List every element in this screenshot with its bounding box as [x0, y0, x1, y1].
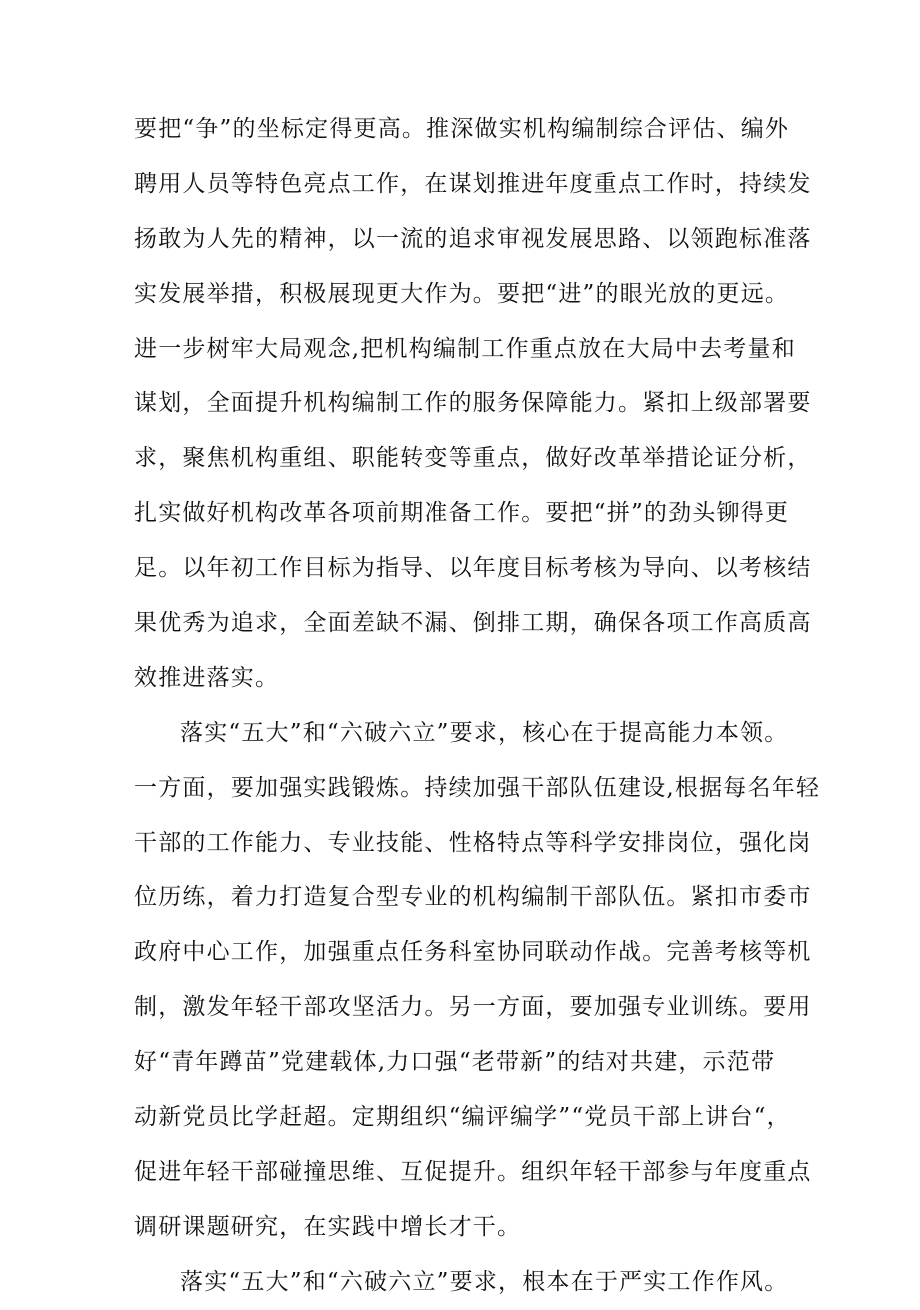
text-line: 求，聚焦机构重组、职能转变等重点，做好改革举措论证分析，: [134, 445, 812, 472]
text-line: 扎实做好机构改革各项前期准备工作。要把“拼”的劲头铆得更: [134, 500, 790, 527]
text-line: 动新党员比学赶超。定期组织“编评编学”“党员干部上讲台“，: [134, 1104, 791, 1131]
text-line: 促进年轻干部碰撞思维、互促提升。组织年轻干部参与年度重点: [134, 1158, 812, 1185]
text-line: 果优秀为追求，全面差缺不漏、倒排工期，确保各项工作高质高: [134, 610, 812, 637]
paragraph-start-line: 落实“五大”和“六破六立”要求，核心在于提高能力本领。: [180, 719, 789, 746]
text-line: 一方面，要加强实践锻炼。持续加强干部队伍建设,根据每名年轻: [134, 774, 821, 801]
text-line: 聘用人员等特色亮点工作，在谋划推进年度重点工作时，持续发: [134, 170, 812, 197]
text-line: 制，激发年轻干部攻坚活力。另一方面，要加强专业训练。要用: [134, 994, 812, 1021]
text-line: 政府中心工作，加强重点任务科室协同联动作战。完善考核等机: [134, 939, 812, 966]
paragraph-start-line: 落实“五大”和“六破六立”要求，根本在于严实工作作风。: [180, 1268, 789, 1295]
text-line: 好“青年蹲苗”党建载体,力口强“老带新”的结对共建，示范带: [134, 1049, 776, 1076]
text-line: 效推进落实。: [134, 664, 280, 691]
text-line: 位历练，着力打造复合型专业的机构编制干部队伍。紧扣市委市: [134, 884, 812, 911]
text-line: 要把“争”的坐标定得更高。推深做实机构编制综合评估、编外: [134, 116, 790, 142]
text-line: 足。以年初工作目标为指导、以年度目标考核为导向、以考核结: [134, 555, 812, 582]
text-line: 干部的工作能力、专业技能、性格特点等科学安排岗位，强化岗: [134, 829, 812, 856]
body-text: [134, 102, 824, 1310]
text-line: 谋划，全面提升机构编制工作的服务保障能力。紧扣上级部署要: [134, 390, 812, 417]
text-line: 扬敢为人先的精神，以一流的追求审视发展思路、以领跑标准落: [134, 225, 812, 252]
text-line: 实发展举措，积极展现更大作为。要把“进”的眼光放的更远。: [134, 280, 790, 307]
text-line: 进一步树牢大局观念,把机构编制工作重点放在大局中去考量和: [134, 335, 796, 362]
text-line: 调研课题研究，在实践中增长才干。: [134, 1213, 522, 1240]
